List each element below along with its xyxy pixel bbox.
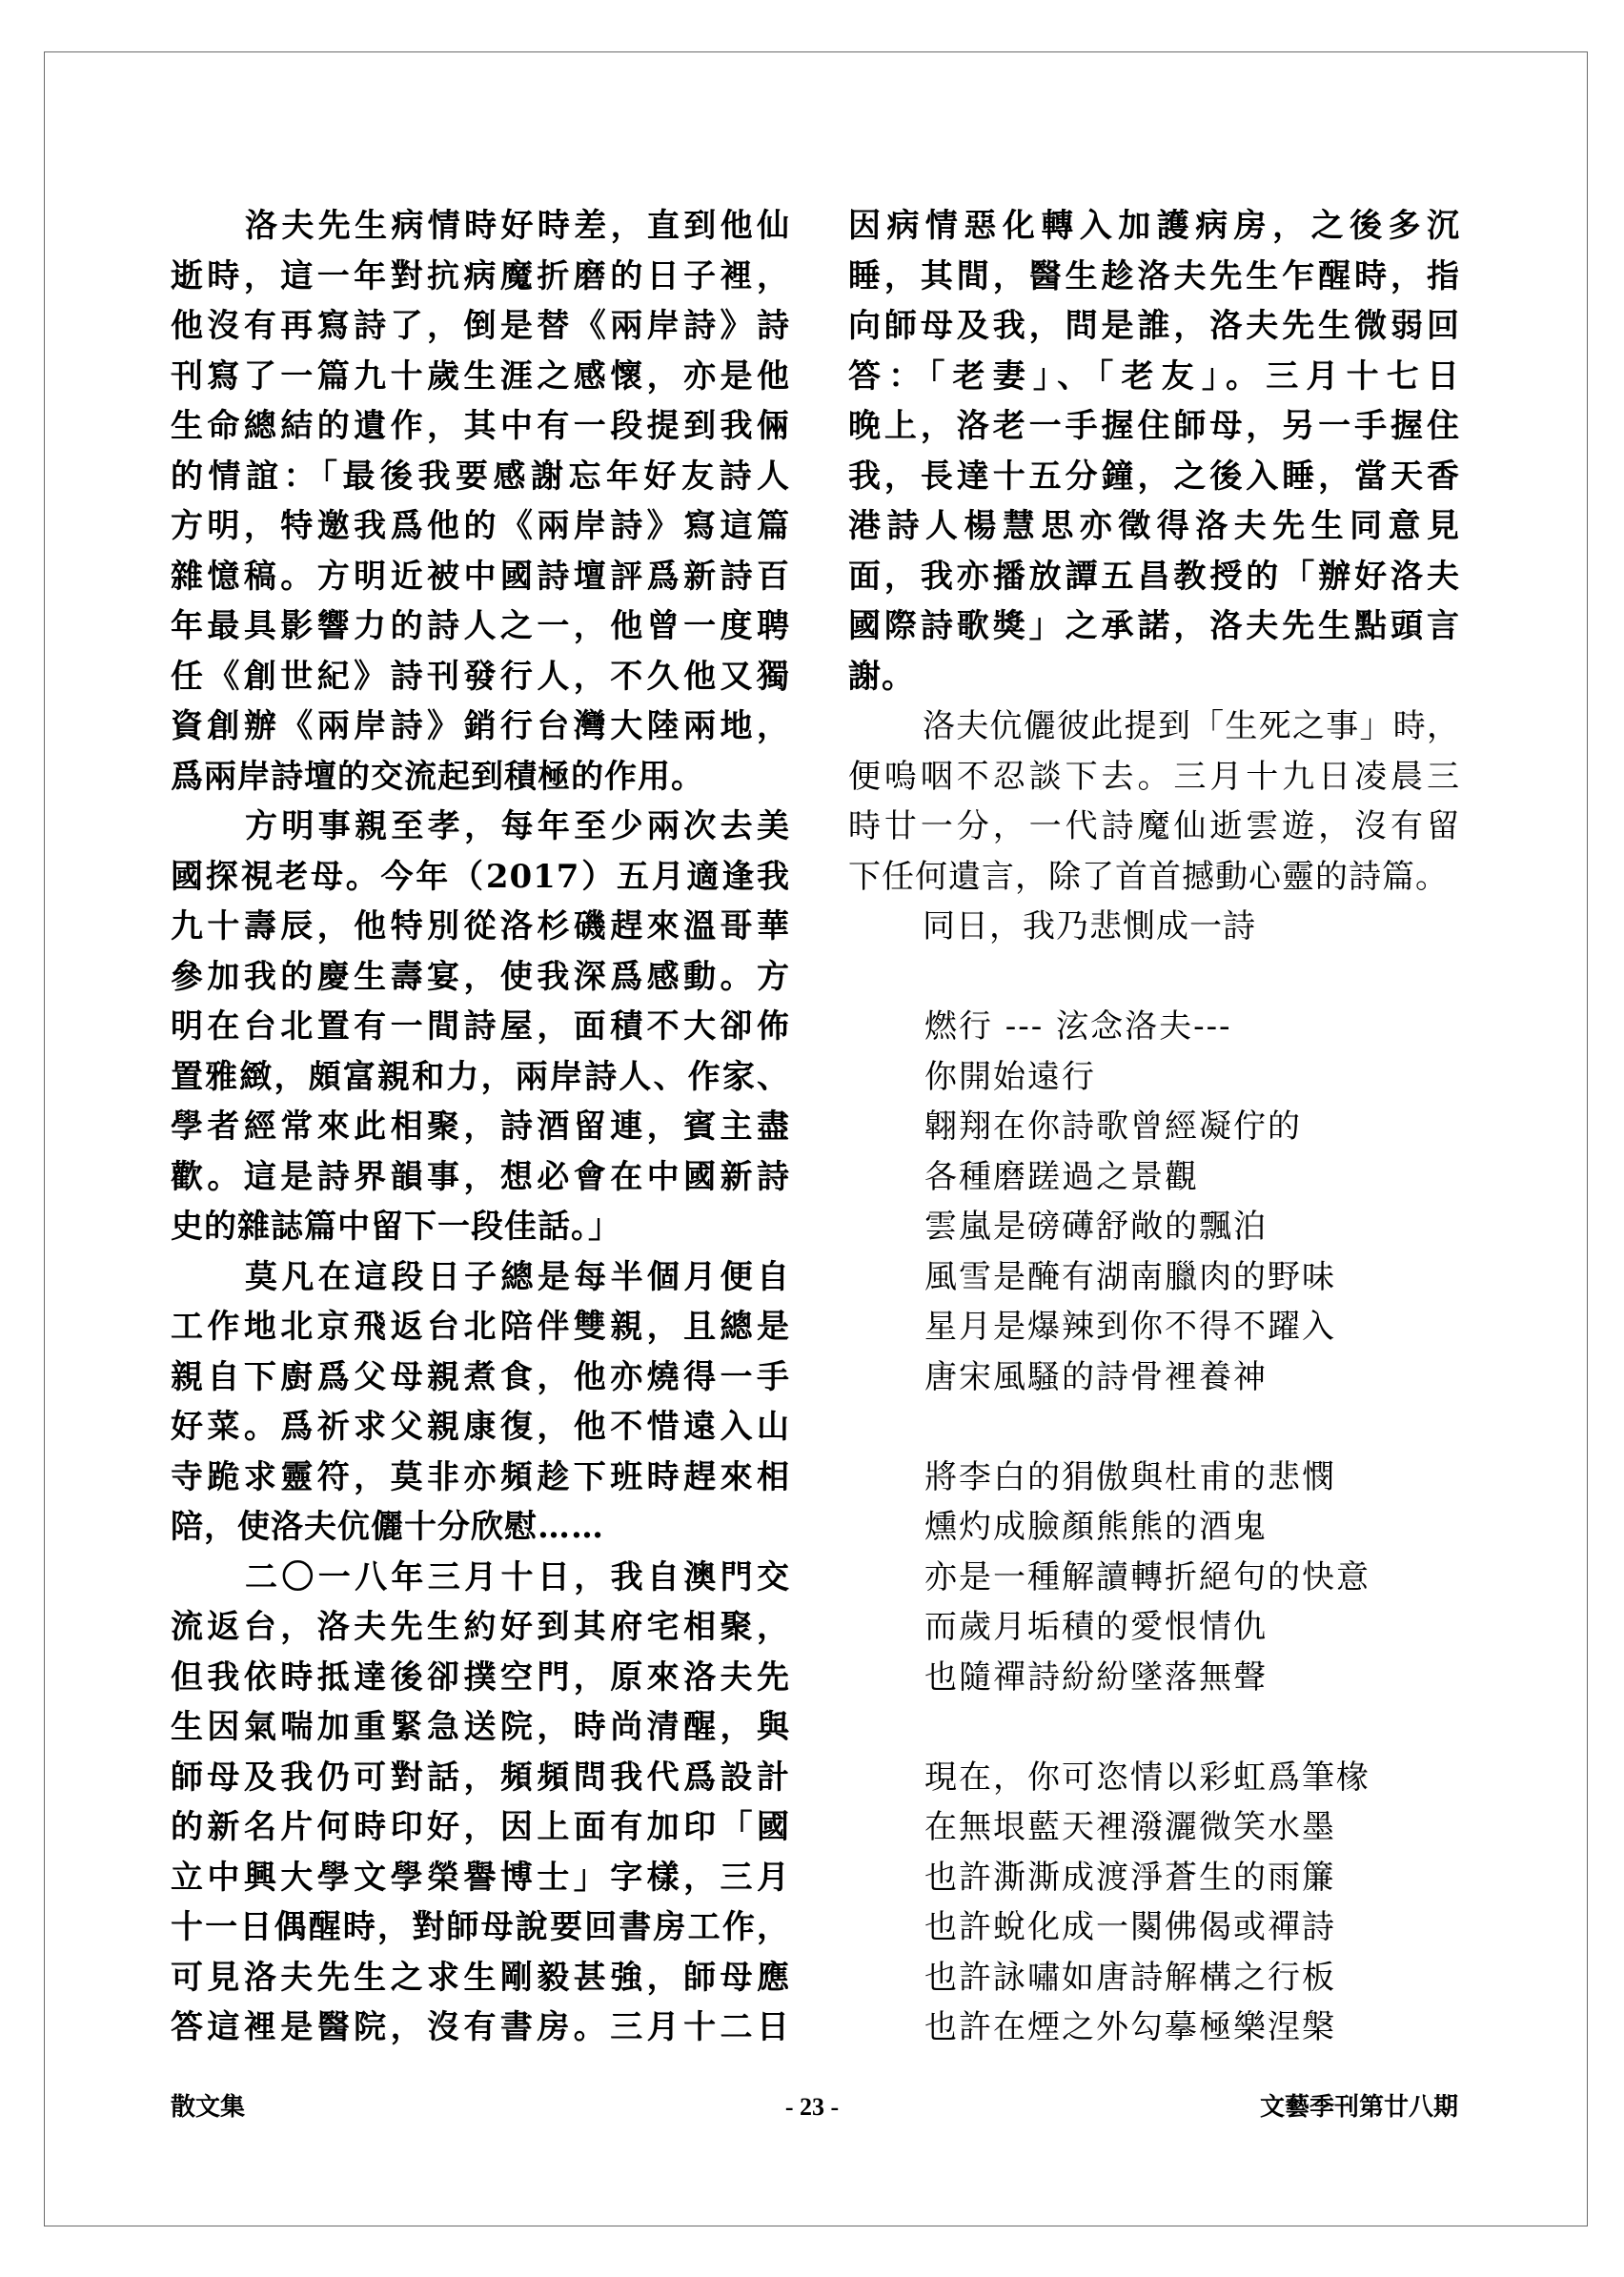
text-line: 二〇一八年三月十日，我自澳門交 (245, 1557, 790, 1596)
text-line: 生因氣喘加重緊急送院，時尚清醒，與 (171, 1708, 790, 1746)
text-line: 逝時，這一年對抗病魔折磨的日子裡， (171, 256, 790, 295)
text-line: 因病情惡化轉入加護病房，之後多沉 (848, 207, 1460, 245)
poem-line: 雲嵐是磅礡舒敞的飄泊 (924, 1208, 1268, 1246)
text-line: 親自下廚爲父母親煮食，他亦燒得一手 (171, 1357, 790, 1396)
section-name: 散文集 (171, 2093, 246, 2122)
text-line: 可見洛夫先生之求生剛毅甚強，師母應 (171, 1958, 790, 1997)
text-line: 向師母及我，問是誰，洛夫先生微弱回 (848, 307, 1460, 345)
paragraph (171, 802, 790, 1252)
poem-title: 燃行 --- 泫念洛夫--- (924, 1007, 1232, 1046)
poem-line: 也許澌澌成渡淨蒼生的雨簾 (924, 1858, 1336, 1897)
text-line: 答：「老妻」、「老友」。三月十七日 (848, 356, 1460, 396)
text-line: 師母及我仍可對話，頻頻問我代爲設計 (171, 1758, 790, 1797)
poem-stanza (924, 1453, 1460, 1703)
poem-line: 你開始遠行 (924, 1057, 1096, 1096)
text-line: 同日，我乃悲惻成一詩 (923, 907, 1256, 945)
poem-line: 也許詠嘯如唐詩解構之行板 (924, 1958, 1336, 1997)
text-line: 流返台，洛夫先生約好到其府宅相聚， (171, 1608, 790, 1646)
text-line: 雜憶稿。方明近被中國詩壇評爲新詩百 (171, 557, 790, 596)
text-line: 寺跪求靈符，莫非亦頻趁下班時趕來相 (171, 1457, 790, 1496)
text-line: 參加我的慶生壽宴，使我深爲感動。方 (171, 957, 790, 996)
poem-line: 現在，你可恣情以彩虹爲筆椽 (924, 1758, 1370, 1797)
paragraph (171, 1252, 790, 1553)
paragraph (848, 701, 1460, 902)
text-line: 便嗚咽不忍談下去。三月十九日凌晨三 (848, 757, 1460, 796)
text-line: 工作地北京飛返台北陪伴雙親，且總是 (171, 1308, 790, 1346)
text-line: 好菜。爲祈求父親康復，他不惜遠入山 (171, 1408, 790, 1446)
text-line: 但我依時抵達後卻撲空門，原來洛夫先 (171, 1657, 790, 1697)
poem-line: 唐宋風騷的詩骨裡養神 (924, 1357, 1268, 1396)
poem-line: 在無垠藍天裡潑灑微笑水墨 (924, 1808, 1336, 1846)
poem-line: 燻灼成臉顏熊熊的酒鬼 (924, 1508, 1268, 1546)
paragraph-continued (848, 201, 1460, 701)
text-line: 九十壽辰，他特別從洛杉磯趕來溫哥華 (171, 907, 790, 945)
poem-line: 風雪是醃有湖南臘肉的野味 (924, 1257, 1336, 1296)
poem (848, 1002, 1460, 2053)
text-line: 置雅緻，頗富親和力，兩岸詩人、作家、 (171, 1057, 790, 1096)
text-line: 立中興大學文學榮譽博士」字樣，三月 (171, 1858, 790, 1897)
text-line: 任《創世紀》詩刊發行人，不久他又獨 (171, 657, 790, 696)
text-line: 港詩人楊慧思亦徵得洛夫先生同意見 (848, 507, 1460, 545)
text-line: 的新名片何時印好，因上面有加印「國 (171, 1808, 790, 1846)
paragraph (171, 1553, 790, 2053)
text-line: 莫凡在這段日子總是每半個月便自 (245, 1257, 790, 1296)
text-line: 方明，特邀我爲他的《兩岸詩》寫這篇 (171, 507, 790, 545)
poem-line: 也隨禪詩紛紛墜落無聲 (924, 1657, 1268, 1697)
poem-line: 各種磨蹉過之景觀 (924, 1157, 1199, 1196)
left-column (171, 201, 790, 2053)
poem-stanza (924, 1753, 1460, 2053)
text-line: 洛夫伉儷彼此提到「生死之事」時， (923, 707, 1460, 745)
text-line: 史的雜誌篇中留下一段佳話。」 (171, 1208, 621, 1246)
poem-line: 星月是爆辣到你不得不躍入 (924, 1308, 1336, 1346)
text-line: 國際詩歌獎」之承諾，洛夫先生點頭言 (848, 607, 1460, 645)
poem-line: 翺翔在你詩歌曾經凝佇的 (924, 1108, 1302, 1146)
text-line: 他沒有再寫詩了，倒是替《兩岸詩》詩 (171, 307, 790, 345)
text-line: 面，我亦播放譚五昌教授的「辦好洛夫 (848, 557, 1460, 596)
text-line: 我，長達十五分鐘，之後入睡，當天香 (848, 457, 1460, 496)
text-line: 歡。這是詩界韻事，想必會在中國新詩 (171, 1157, 790, 1196)
text-line: 年最具影響力的詩人之一，他曾一度聘 (171, 607, 790, 645)
text-line: 方明事親至孝，每年至少兩次去美 (245, 807, 790, 845)
poem-line: 也許在煙之外勾摹極樂涅槃 (924, 2008, 1336, 2046)
text-line: 明在台北置有一間詩屋，面積不大卻佈 (171, 1007, 790, 1046)
poem-line: 亦是一種解讀轉折絕句的快意 (924, 1557, 1370, 1596)
text-line: 時廿一分，一代詩魔仙逝雲遊，沒有留 (848, 807, 1460, 845)
text-line: 學者經常來此相聚，詩酒留連，賓主盡 (171, 1108, 790, 1146)
text-line: 刊寫了一篇九十歲生涯之感懷，亦是他 (171, 356, 790, 396)
text-line: 陪，使洛夫伉儷十分欣慰…… (171, 1508, 604, 1546)
paragraph (171, 201, 790, 802)
text-line: 國探視老母。今年（2017）五月適逢我 (171, 857, 790, 896)
text-line: 下任何遺言，除了首首撼動心靈的詩篇。 (848, 857, 1449, 896)
text-line: 十一日偶醒時，對師母說要回書房工作， (171, 1908, 790, 1946)
poem-stanza (924, 1052, 1460, 1403)
text-line: 答這裡是醫院，沒有書房。三月十二日 (171, 2008, 790, 2046)
text-line: 爲兩岸詩壇的交流起到積極的作用。 (171, 757, 704, 796)
text-line: 的情誼：「最後我要感謝忘年好友詩人 (171, 457, 790, 496)
publication-name: 文藝季刊第廿八期 (1259, 2093, 1458, 2122)
text-line: 謝。 (848, 657, 915, 696)
page-number: - 23 - (784, 2093, 840, 2121)
text-line: 晚上，洛老一手握住師母，另一手握住 (848, 407, 1460, 445)
footer (0, 2089, 1624, 2125)
text-line: 睡，其間，醫生趁洛夫先生乍醒時，指 (848, 256, 1460, 295)
text-line: 洛夫先生病情時好時差，直到他仙 (245, 207, 790, 245)
paragraph (848, 902, 1460, 952)
poem-line: 而歲月垢積的愛恨情仇 (924, 1608, 1268, 1646)
right-column (848, 201, 1460, 2053)
text-line: 資創辦《兩岸詩》銷行台灣大陸兩地， (171, 707, 790, 745)
poem-line: 也許蛻化成一闋佛偈或禪詩 (924, 1908, 1336, 1946)
text-line: 生命總結的遺作，其中有一段提到我倆 (171, 407, 790, 445)
poem-line: 將李白的狷傲與杜甫的悲憫 (924, 1457, 1336, 1496)
